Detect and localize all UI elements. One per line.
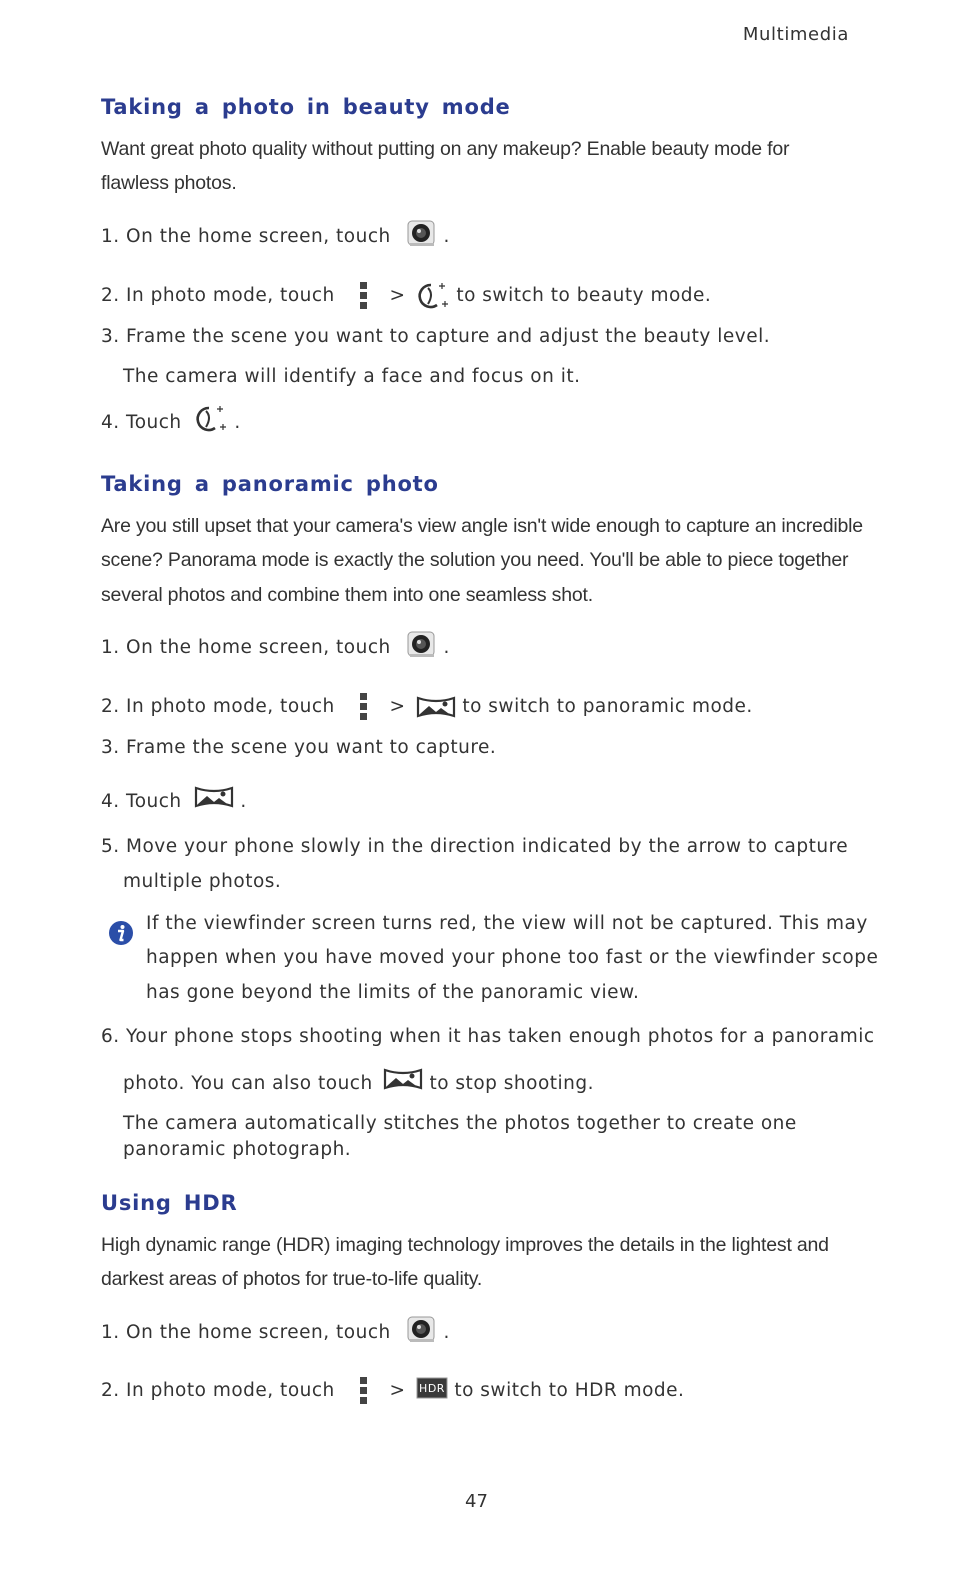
beauty-step-1: 1. On the home screen, touch . (101, 226, 450, 248)
panorama-step-1: 1. On the home screen, touch . (101, 637, 450, 659)
camera-app-icon (407, 220, 437, 248)
hdr-intro-line-2: darkest areas of photos for true-to-life quality. (101, 1268, 483, 1290)
beauty-mode-heading: Taking a photo in beauty mode (101, 95, 511, 119)
panorama-intro-line-1: Are you still upset that your camera's view angle isn't wide enough to capture an incredible (101, 515, 863, 537)
beauty-mode-icon (194, 404, 228, 434)
beauty-step-2: 2. In photo mode, touch > to switch to beauty mode. (101, 281, 711, 311)
hdr-step-2: 2. In photo mode, touch > HDR to switch to HDR mode. (101, 1376, 684, 1406)
vertical-dots-menu-icon (359, 1376, 369, 1406)
page-number: 47 (465, 1491, 488, 1512)
panorama-step-6: 6. Your phone stops shooting when it has taken enough photos for a panoramic (101, 1026, 875, 1047)
panorama-step-5-cont: multiple photos. (123, 871, 282, 892)
panorama-step-6-detail-1: The camera automatically stitches the photos together to create one (123, 1113, 797, 1134)
svg-text:HDR: HDR (419, 1382, 445, 1395)
hdr-mode-icon (416, 1377, 448, 1399)
note-line-2: happen when you have moved your phone too fast or the viewfinder scope (146, 947, 879, 968)
panorama-step-6-detail-2: panoramic photograph. (123, 1139, 352, 1160)
panorama-mode-icon (383, 1066, 423, 1092)
beauty-step-3: 3. Frame the scene you want to capture and adjust the beauty level. (101, 326, 771, 347)
beauty-step-3-detail: The camera will identify a face and focus on it. (123, 366, 581, 387)
vertical-dots-menu-icon (359, 692, 369, 722)
note-line-3: has gone beyond the limits of the panoramic view. (146, 982, 640, 1003)
beauty-intro-line-2: flawless photos. (101, 172, 237, 194)
beauty-intro-line-1: Want great photo quality without putting on any makeup? Enable beauty mode for (101, 138, 790, 160)
info-icon (108, 920, 134, 946)
running-header: Multimedia (742, 24, 849, 45)
panorama-step-2: 2. In photo mode, touch > to switch to panoramic mode. (101, 692, 753, 722)
panorama-intro-line-3: several photos and combine them into one seamless shot. (101, 584, 593, 606)
hdr-heading: Using HDR (101, 1191, 238, 1215)
panorama-mode-icon (194, 784, 234, 810)
panorama-heading: Taking a panoramic photo (101, 472, 439, 496)
beauty-step-4: 4. Touch . (101, 412, 241, 434)
hdr-intro-line-1: High dynamic range (HDR) imaging technology improves the details in the lightest and (101, 1234, 829, 1256)
panorama-intro-line-2: scene? Panorama mode is exactly the solution you need. You'll be able to piece together (101, 549, 849, 571)
camera-app-icon (407, 631, 437, 659)
beauty-mode-icon (416, 281, 450, 311)
hdr-step-1: 1. On the home screen, touch . (101, 1322, 450, 1344)
camera-app-icon (407, 1316, 437, 1344)
panorama-mode-icon (416, 694, 456, 720)
panorama-step-4: 4. Touch . (101, 791, 247, 812)
vertical-dots-menu-icon (359, 281, 369, 311)
panorama-step-3: 3. Frame the scene you want to capture. (101, 737, 497, 758)
note-line-1: If the viewfinder screen turns red, the view will not be captured. This may (146, 913, 868, 934)
panorama-step-5: 5. Move your phone slowly in the direction indicated by the arrow to capture (101, 836, 849, 857)
panorama-step-6-cont: photo. You can also touch to stop shooting. (123, 1073, 594, 1094)
